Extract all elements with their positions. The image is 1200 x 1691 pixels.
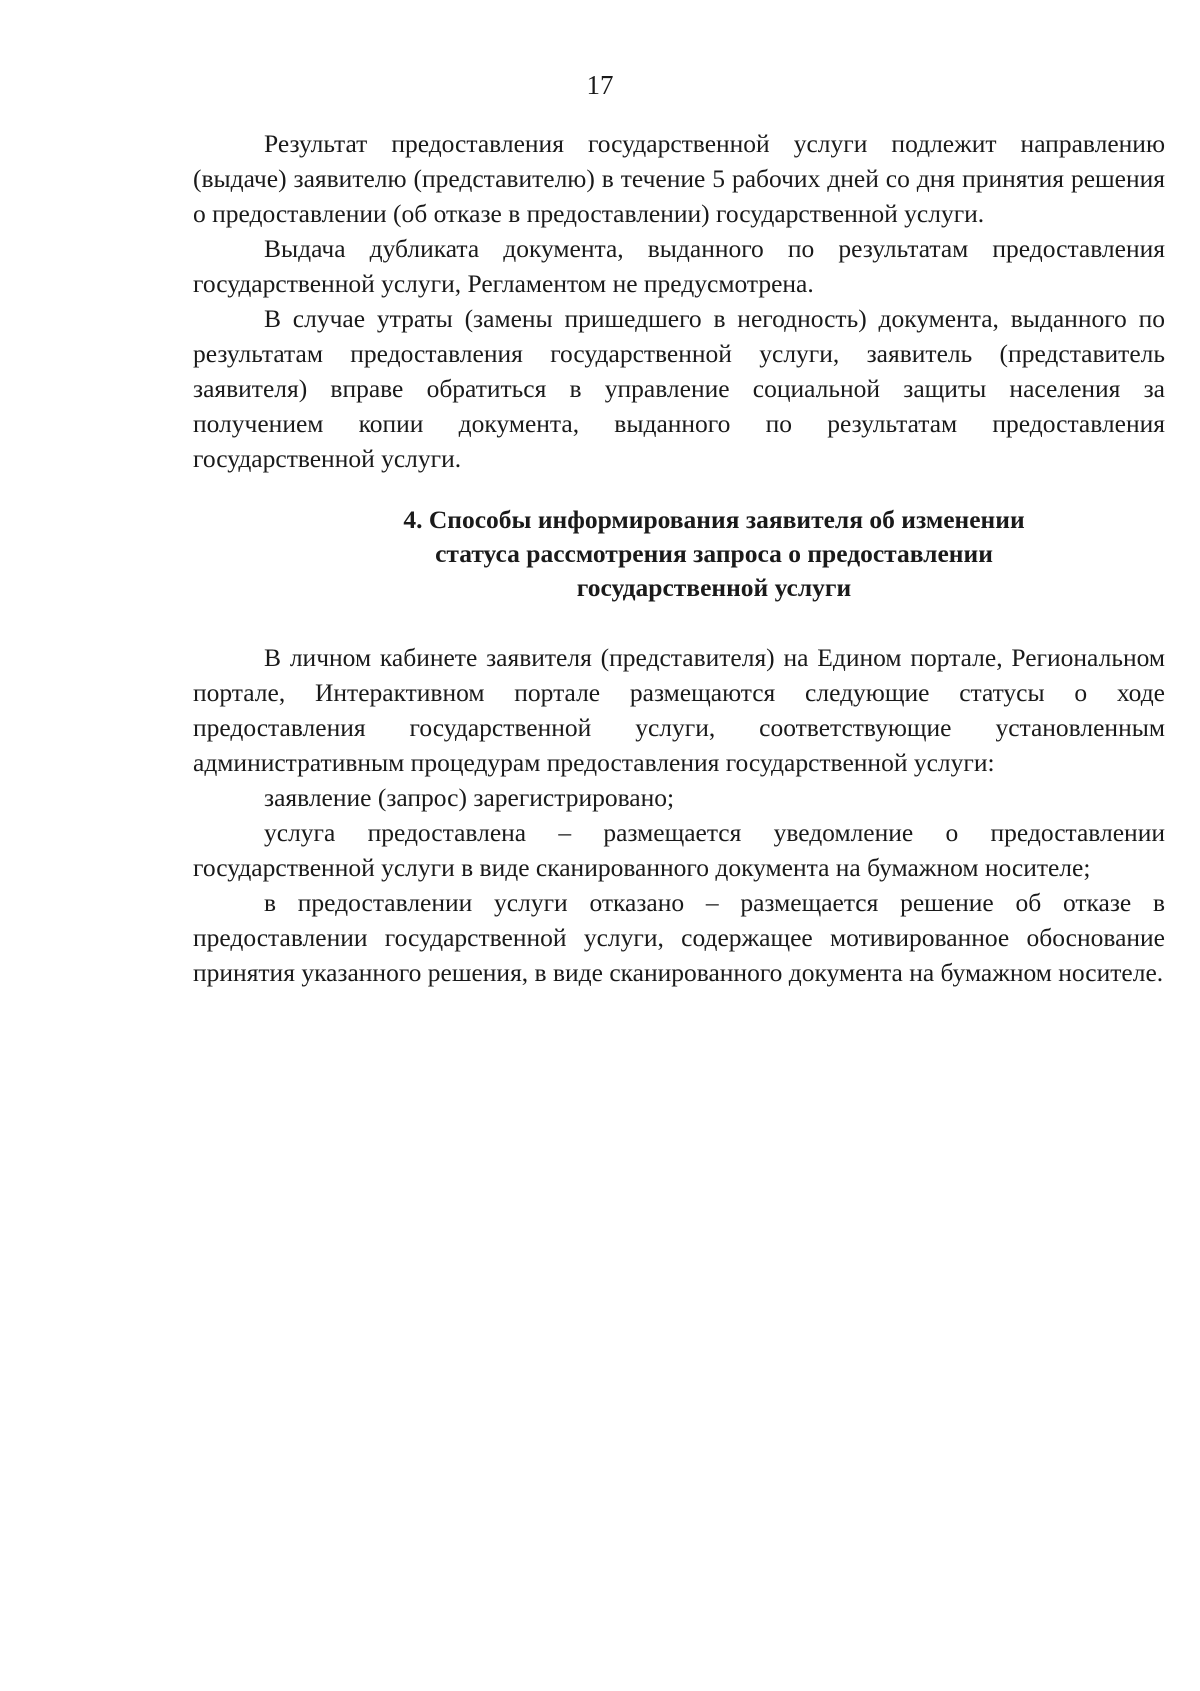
status-item-registered: заявление (запрос) зарегистрировано; (264, 783, 675, 812)
paragraph-result-delivery: Результат предоставления государственной услуги подлежит направлению (выдаче) заявителю (представителю) в течение 5 рабочих дней со дня принятия решения о предоставлении (об отказе в предоставлении) государственной услуги. (193, 129, 1165, 228)
section-heading-line: 4. Способы информирования заявителя об изменении (403, 505, 1025, 534)
paragraph-duplicate: Выдача дубликата документа, выданного по результатам предоставления государственной услуги, Регламентом не предусмотрена. (193, 234, 1165, 298)
document-body (193, 126, 1165, 990)
paragraph-personal-account-statuses: В личном кабинете заявителя (представителя) на Едином портале, Региональном портале, Интерактивном портале размещаются следующие статусы о ходе предоставления государственной услуги, соответствующие установленным административным процедурам предоставления государственной услуги: (193, 643, 1165, 777)
status-item-refused: в предоставлении услуги отказано – размещается решение об отказе в предоставлении государственной услуги, содержащее мотивированное обоснование принятия указанного решения, в виде сканированного документа на бумажном носителе. (193, 888, 1165, 987)
paragraph-loss-replacement: В случае утраты (замены пришедшего в негодность) документа, выданного по результатам предоставления государственной услуги, заявитель (представитель заявителя) вправе обратиться в управление социальной защиты населения за получением копии документа, выданного по результатам предоставления государственной услуги. (193, 304, 1165, 473)
section-heading-line: государственной услуги (576, 573, 852, 602)
section-heading (193, 503, 1165, 605)
status-item-provided: услуга предоставлена – размещается уведомление о предоставлении государственной услуги в виде сканированного документа на бумажном носителе; (193, 818, 1165, 882)
section-heading-line: статуса рассмотрения запроса о предоставлении (435, 539, 993, 568)
page-number: 17 (586, 70, 614, 100)
